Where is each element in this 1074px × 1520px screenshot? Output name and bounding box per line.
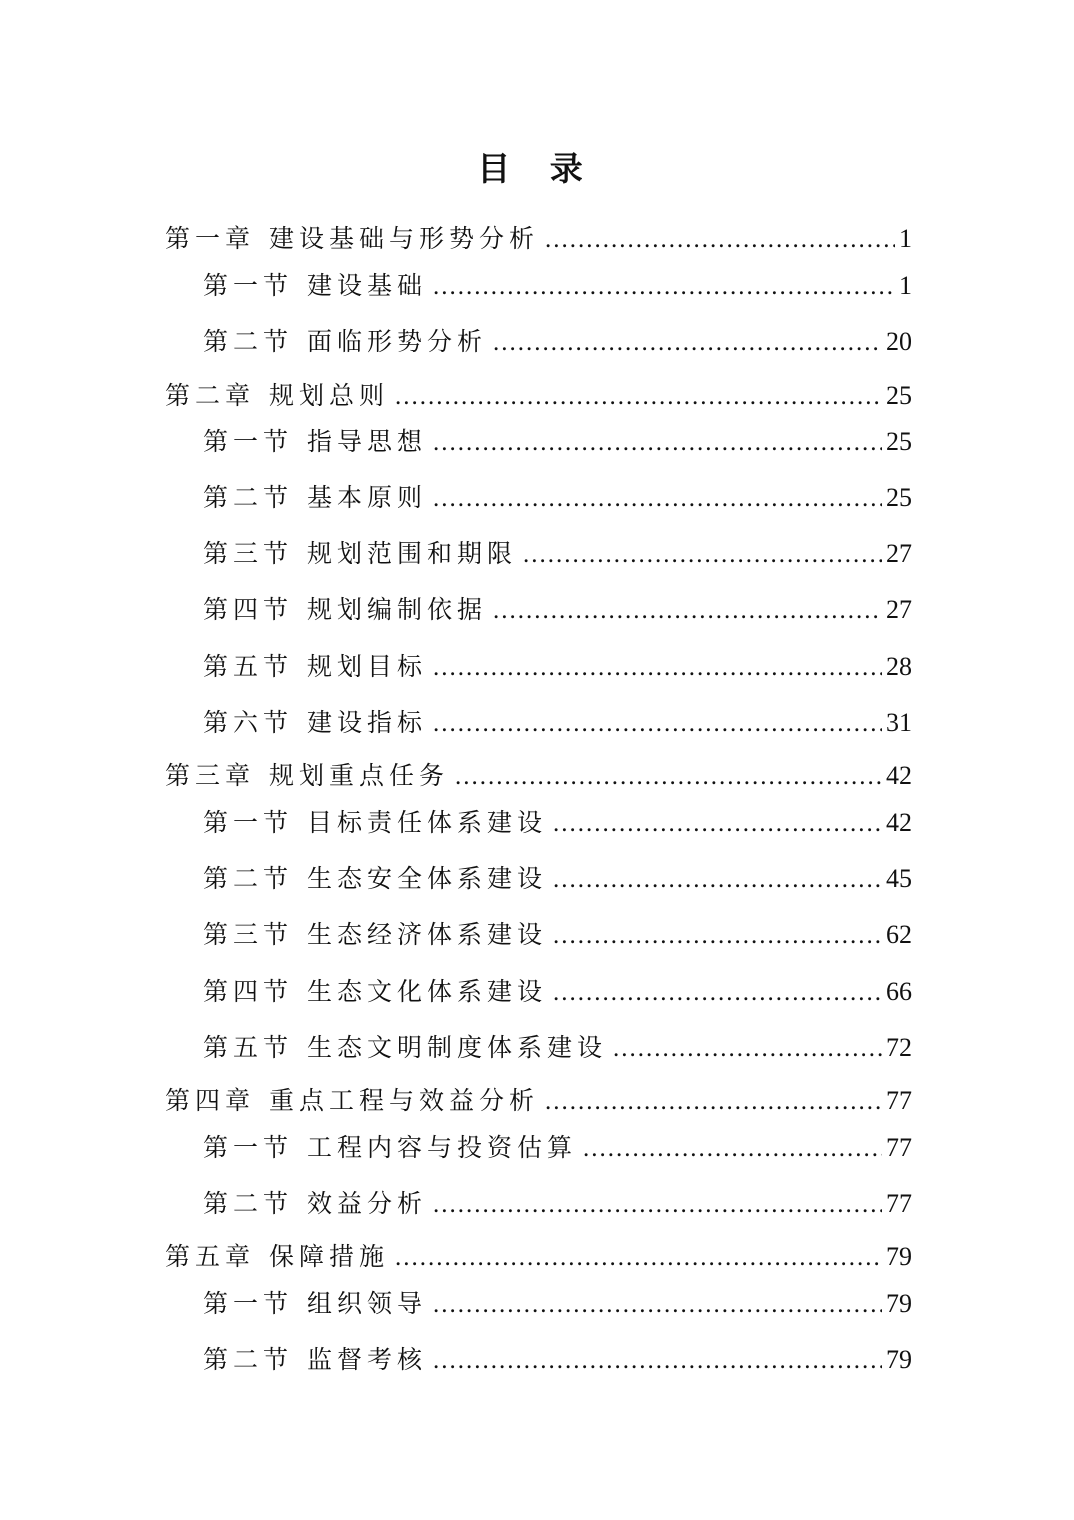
entry-title: 规划总则 [269, 381, 390, 410]
entry-number: 第三节 [203, 920, 294, 949]
entry-title: 规划范围和期限 [307, 539, 518, 568]
entry-page-number: 31 [886, 708, 912, 737]
dot-leader [613, 1032, 882, 1066]
dot-leader [523, 538, 882, 572]
toc-section-entry[interactable] [203, 862, 912, 897]
entry-number: 第五节 [203, 652, 294, 681]
entry-page-number: 79 [886, 1289, 912, 1318]
entry-number: 第四章 [165, 1086, 256, 1115]
dot-leader [553, 807, 882, 841]
dot-leader [433, 1344, 882, 1378]
entry-number: 第一章 [165, 224, 256, 253]
entry-page-number: 27 [886, 595, 912, 624]
entry-title: 组织领导 [307, 1289, 428, 1318]
entry-page-number: 20 [886, 327, 912, 356]
entry-number: 第一节 [203, 1133, 294, 1162]
entry-number: 第三章 [165, 761, 256, 790]
entry-number: 第二节 [203, 1189, 294, 1218]
entry-number: 第二节 [203, 483, 294, 512]
toc-chapter-entry[interactable] [165, 759, 912, 794]
entry-title: 重点工程与效益分析 [269, 1086, 540, 1115]
dot-leader [493, 326, 882, 360]
dot-leader [433, 482, 882, 516]
entry-page-number: 79 [886, 1242, 912, 1271]
entry-number: 第一节 [203, 271, 294, 300]
entry-title: 保障措施 [269, 1242, 390, 1271]
entry-title: 规划编制依据 [307, 595, 488, 624]
entry-title: 生态文明制度体系建设 [307, 1033, 608, 1062]
dot-leader [545, 1085, 882, 1119]
toc-section-entry[interactable] [203, 593, 912, 628]
entry-number: 第四节 [203, 595, 294, 624]
entry-page-number: 28 [886, 652, 912, 681]
toc-section-entry[interactable] [203, 975, 912, 1010]
toc-chapter-entry[interactable] [165, 379, 912, 414]
toc-section-entry[interactable] [203, 706, 912, 741]
entry-number: 第二节 [203, 327, 294, 356]
toc-section-entry[interactable] [203, 806, 912, 841]
entry-title: 效益分析 [307, 1189, 428, 1218]
entry-page-number: 72 [886, 1033, 912, 1062]
toc-section-entry[interactable] [203, 537, 912, 572]
dot-leader [433, 426, 882, 460]
entry-page-number: 42 [886, 761, 912, 790]
toc-section-entry[interactable] [203, 1187, 912, 1222]
toc-chapter-entry[interactable] [165, 222, 912, 257]
dot-leader [433, 651, 882, 685]
entry-number: 第二节 [203, 864, 294, 893]
entry-number: 第一节 [203, 808, 294, 837]
entry-page-number: 62 [886, 920, 912, 949]
toc-section-entry[interactable] [203, 1031, 912, 1066]
dot-leader [455, 760, 882, 794]
dot-leader [545, 223, 895, 257]
toc-section-entry[interactable] [203, 425, 912, 460]
entry-page-number: 1 [899, 271, 912, 300]
entry-title: 生态安全体系建设 [307, 864, 548, 893]
entry-page-number: 25 [886, 381, 912, 410]
toc-section-entry[interactable] [203, 650, 912, 685]
dot-leader [553, 863, 882, 897]
entry-number: 第一节 [203, 1289, 294, 1318]
toc-section-entry[interactable] [203, 1343, 912, 1378]
entry-number: 第六节 [203, 708, 294, 737]
entry-title: 建设指标 [307, 708, 428, 737]
dot-leader [433, 1288, 882, 1322]
entry-number: 第二章 [165, 381, 256, 410]
dot-leader [433, 707, 882, 741]
toc-section-entry[interactable] [203, 269, 912, 304]
entry-page-number: 77 [886, 1133, 912, 1162]
entry-number: 第二节 [203, 1345, 294, 1374]
entry-title: 规划重点任务 [269, 761, 450, 790]
dot-leader [553, 919, 882, 953]
entry-number: 第五章 [165, 1242, 256, 1271]
entry-title: 规划目标 [307, 652, 428, 681]
entry-page-number: 42 [886, 808, 912, 837]
dot-leader [583, 1132, 882, 1166]
toc-section-entry[interactable] [203, 918, 912, 953]
entry-title: 建设基础 [307, 271, 428, 300]
entry-page-number: 1 [899, 224, 912, 253]
toc-section-entry[interactable] [203, 325, 912, 360]
toc-chapter-entry[interactable] [165, 1240, 912, 1275]
entry-title: 指导思想 [307, 427, 428, 456]
entry-page-number: 77 [886, 1086, 912, 1115]
entry-number: 第三节 [203, 539, 294, 568]
entry-number: 第四节 [203, 977, 294, 1006]
dot-leader [433, 1188, 882, 1222]
entry-page-number: 66 [886, 977, 912, 1006]
dot-leader [395, 380, 882, 414]
entry-page-number: 25 [886, 427, 912, 456]
toc-section-entry[interactable] [203, 1131, 912, 1166]
entry-page-number: 79 [886, 1345, 912, 1374]
entry-title: 建设基础与形势分析 [269, 224, 540, 253]
dot-leader [553, 976, 882, 1010]
entry-page-number: 27 [886, 539, 912, 568]
entry-number: 第五节 [203, 1033, 294, 1062]
entry-title: 生态文化体系建设 [307, 977, 548, 1006]
toc-section-entry[interactable] [203, 481, 912, 516]
entry-title: 生态经济体系建设 [307, 920, 548, 949]
entry-title: 目标责任体系建设 [307, 808, 548, 837]
entry-page-number: 25 [886, 483, 912, 512]
toc-section-entry[interactable] [203, 1287, 912, 1322]
toc-title: 目 录 [477, 149, 597, 188]
toc-chapter-entry[interactable] [165, 1084, 912, 1119]
dot-leader [493, 594, 882, 628]
entry-title: 工程内容与投资估算 [307, 1133, 578, 1162]
entry-title: 基本原则 [307, 483, 428, 512]
dot-leader [395, 1241, 882, 1275]
entry-title: 面临形势分析 [307, 327, 488, 356]
entry-number: 第一节 [203, 427, 294, 456]
entry-title: 监督考核 [307, 1345, 428, 1374]
dot-leader [433, 270, 895, 304]
entry-page-number: 77 [886, 1189, 912, 1218]
entry-page-number: 45 [886, 864, 912, 893]
